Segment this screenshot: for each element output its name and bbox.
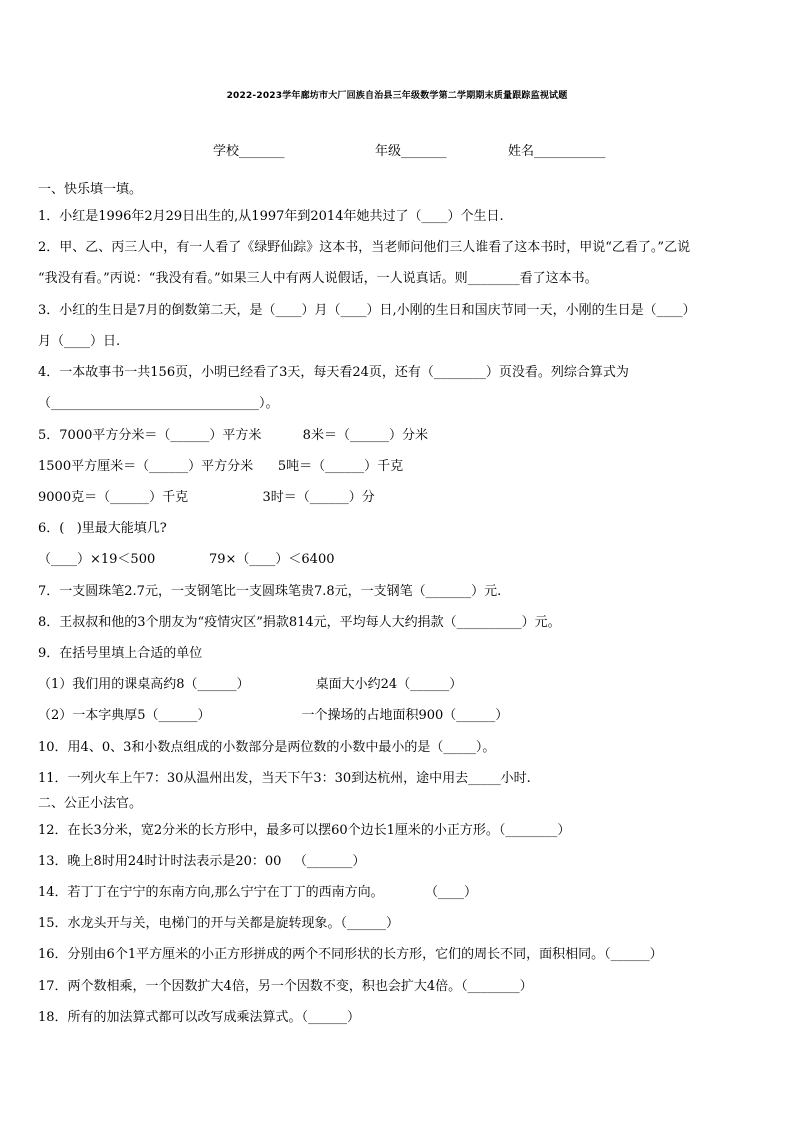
question-4-line-2: （________________________________）。 (38, 396, 279, 411)
question-9-row-1: （1）我们用的课桌高约8（______） 桌面大小约24（______） (38, 677, 463, 692)
question-6: 6．( )里最大能填几? (38, 521, 167, 536)
question-2-line-1: 2．甲、乙、丙三人中，有一人看了《绿野仙踪》这本书，当老师问他们三人谁看了这本书时，甲说“乙看了。”乙说 (38, 240, 691, 255)
question-8: 8．王叔叔和他的3个朋友为“疫情灾区”捐款814元，平均每人大约捐款（__________）元。 (38, 615, 561, 630)
question-9: 9．在括号里填上合适的单位 (38, 646, 203, 661)
section-heading-fill: 一、快乐填一填。 (38, 182, 143, 197)
question-11: 11．一列火车上午7：30从温州出发，当天下午3：30到达杭州，途中用去_____小时. (38, 771, 531, 786)
question-4-line-1: 4．一本故事书一共156页，小明已经看了3天，每天看24页，还有（________）页没看。列综合算式为 (38, 365, 629, 380)
question-17: 17．两个数相乘，一个因数扩大4倍，另一个因数不变，积也会扩大4倍。（________） (38, 979, 533, 994)
question-3-line-2: 月（____）日. (38, 334, 121, 349)
question-10: 10．用4、0、3和小数点组成的小数部分是两位数的小数中最小的是（_____）。 (38, 740, 496, 755)
question-7: 7．一支圆珠笔2.7元，一支钢笔比一支圆珠笔贵7.8元，一支钢笔（_______）元. (38, 584, 502, 599)
school-field-label: 学校_______ (213, 144, 285, 159)
page-title: 2022-2023学年廊坊市大厂回族自治县三年级数学第二学期期末质量跟踪监视试题 (226, 91, 568, 101)
question-13: 13．晚上8时用24时计时法表示是20：00 （_______） (38, 854, 366, 869)
question-9-row-2: （2）一本字典厚5（______） 一个操场的占地面积900（______） (38, 708, 509, 723)
name-field-label: 姓名___________ (508, 144, 606, 159)
question-6-items: （____）×19＜500 79×（____）＜6400 (38, 552, 335, 567)
question-5-row-3: 9000克＝（______）千克 3时＝（______）分 (38, 490, 375, 505)
question-15: 15．水龙头开与关，电梯门的开与关都是旋转现象。（______） (38, 916, 400, 931)
question-3-line-1: 3．小红的生日是7月的倒数第二天，是（____）月（____）日,小刚的生日和国庆节同一天，小刚的生日是（____） (38, 303, 696, 318)
section-heading-judge: 二、公正小法官。 (38, 796, 143, 811)
question-14: 14．若丁丁在宁宁的东南方向,那么宁宁在丁丁的西南方向。 （____） (38, 885, 477, 900)
question-1: 1．小红是1996年2月29日出生的,从1997年到2014年她共过了（____）个生日. (38, 209, 504, 224)
grade-field-label: 年级_______ (375, 144, 447, 159)
question-5-row-2: 1500平方厘米＝（______）平方分米 5吨＝（______）千克 (38, 459, 404, 474)
question-16: 16．分别由6个1平方厘米的小正方形拼成的两个不同形状的长方形，它们的周长不同，面积相同。（______） (38, 947, 663, 962)
question-18: 18．所有的加法算式都可以改写成乘法算式。（______） (38, 1010, 361, 1025)
question-5-row-1: 5．7000平方分米＝（______）平方米 8米＝（______）分米 (38, 428, 428, 443)
question-2-line-2: “我没有看。”丙说：“我没有看。”如果三人中有两人说假话，一人说真话。则________看了这本书。 (38, 271, 598, 286)
question-12: 12．在长3分米，宽2分米的长方形中，最多可以摆60个边长1厘米的小正方形。（________） (38, 823, 571, 838)
